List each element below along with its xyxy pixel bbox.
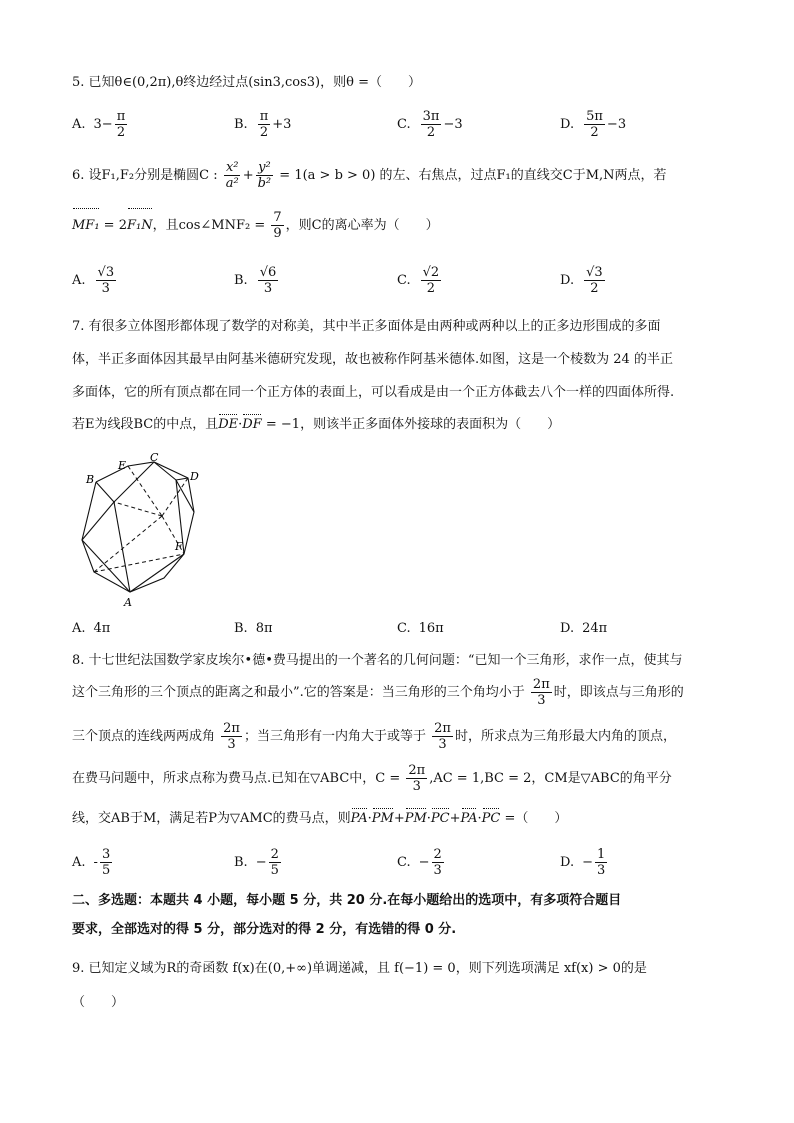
option-label: C.	[397, 272, 411, 288]
q6-option-a[interactable]	[72, 260, 118, 300]
option-value: 16π	[418, 620, 444, 636]
q8-line4-pre: 在费马问题中，所求点称为费马点.已知在▽ABC中，C =	[72, 771, 401, 786]
q8-line5-post: =（ ）	[500, 811, 568, 826]
denominator: 3	[537, 693, 546, 708]
q6-cos: ，且cos∠MNF₂ =	[152, 218, 266, 233]
denominator: 3	[597, 862, 606, 878]
numerator: √3	[586, 264, 603, 280]
q7-line4-pre: 若E为线段BC的中点，且	[72, 417, 219, 432]
numerator: 2π	[532, 677, 550, 692]
denominator: 2	[259, 124, 269, 140]
q5-options	[72, 104, 712, 144]
dot-operator: ·	[477, 811, 482, 826]
q5-option-d[interactable]	[560, 104, 626, 144]
denominator: 5	[101, 862, 111, 878]
q7-options	[72, 608, 712, 648]
option-label: B.	[234, 272, 248, 288]
q7-line2: 体，半正多面体因其最早由阿基米德研究发现，故也被称作阿基米德体.如图，这是一个棱数为 24 的半正	[72, 352, 673, 367]
denominator: 3	[101, 280, 110, 296]
option-label: D.	[560, 854, 575, 870]
q6-post: ，则C的离心率为（ ）	[285, 218, 439, 233]
vector-de: DE	[218, 417, 239, 432]
numerator: √2	[422, 264, 440, 280]
q8-option-c[interactable]	[397, 842, 446, 882]
option-label: C.	[397, 620, 411, 636]
option-value: 24π	[582, 620, 608, 636]
q8-line4	[72, 762, 672, 796]
denominator: 2	[426, 124, 436, 140]
numerator: 7	[273, 210, 282, 225]
fraction	[584, 265, 605, 296]
q6-stem-pre: 6. 设F₁,F₂分别是椭圆C :	[72, 168, 218, 183]
numerator: y²	[258, 160, 271, 175]
option-suffix: −3	[606, 116, 627, 132]
fraction	[115, 109, 128, 140]
q8-line1: 8. 十七世纪法国数学家皮埃尔•德•费马提出的一个著名的几何问题：“已知一个三角形，求作一点，使其与	[72, 653, 683, 668]
denominator: 3	[438, 737, 447, 752]
q7-option-b[interactable]	[234, 608, 273, 648]
fraction	[96, 265, 117, 296]
minus-sign: −	[255, 854, 267, 870]
q7-line3: 多面体，它的所有顶点都在同一个正方体的表面上，可以看成是由一个正方体截去八个一样的四面体所得.	[72, 385, 675, 400]
numerator: π	[116, 108, 126, 124]
vertex-label-b: B	[86, 473, 95, 486]
q6-stem-post: = 1(a > b > 0) 的左、右焦点，过点F₁的直线交C于M,N两点，若	[279, 168, 667, 183]
minus-sign: −	[418, 854, 430, 870]
vector-f1n: F₁N	[127, 210, 153, 242]
option-label: D.	[560, 116, 575, 132]
q8-line3-mid: ；当三角形有一内角大于或等于	[243, 729, 426, 744]
denominator: 3	[227, 737, 236, 752]
numerator: 3	[101, 846, 111, 862]
q9-line1: 9. 已知定义域为R的奇函数 f(x)在(0,+∞)单调递减，且 f(−1) = 0，则下列选项满足 xf(x) > 0的是	[72, 961, 647, 976]
vertex-label-a: A	[124, 596, 132, 609]
numerator: 2π	[434, 721, 451, 736]
vector-pa: PA	[460, 811, 478, 826]
polyhedron-figure	[74, 452, 214, 610]
q8-line5-pre: 线，交AB于M，满足若P为▽AMC的费马点，则	[72, 811, 351, 826]
option-label: B.	[234, 620, 248, 636]
fraction	[100, 847, 112, 878]
fraction	[258, 265, 279, 296]
fraction	[432, 847, 444, 878]
q6-option-d[interactable]	[560, 260, 607, 300]
polyhedron-hidden-edges	[94, 466, 188, 572]
numerator: √6	[259, 264, 277, 280]
denominator: 3	[433, 862, 442, 878]
section2-heading-line2: 要求，全部选对的得 5 分，部分选对的得 2 分，有选错的得 0 分.	[72, 922, 457, 937]
numerator: 3π	[422, 108, 440, 124]
q8-line3-post: 时，所求点为三角形最大内角的顶点，	[454, 729, 676, 744]
option-label: A.	[72, 620, 86, 636]
denominator: 2	[590, 124, 599, 140]
fraction	[271, 210, 283, 241]
q7-option-c[interactable]	[397, 608, 444, 648]
option-label: C.	[397, 116, 411, 132]
denominator: a²	[225, 176, 239, 191]
option-label: A.	[72, 854, 86, 870]
q5-stem: 5. 已知θ∈(0,2π),θ终边经过点(sin3,cos3)，则θ =（ ）	[72, 75, 421, 90]
vector-pc: PC	[481, 811, 501, 826]
plus-sign: +	[242, 168, 254, 183]
denominator: 2	[590, 280, 599, 296]
q6-stem-line2	[72, 210, 439, 242]
numerator: 2π	[408, 763, 426, 778]
option-suffix: +3	[272, 116, 292, 132]
plus-sign: +	[449, 811, 461, 826]
q7-line4	[72, 416, 560, 434]
q8-line3-pre: 三个顶点的连线两两成角	[72, 729, 216, 744]
numerator: x²	[225, 160, 239, 175]
polyhedron-solid-edges	[82, 462, 194, 592]
q5-option-b[interactable]	[234, 104, 291, 144]
dot-operator: ·	[367, 811, 372, 826]
denominator: 2	[426, 280, 436, 296]
vector-df: DF	[242, 417, 262, 432]
numerator: 5π	[586, 108, 603, 124]
option-prefix: 3−	[93, 116, 113, 132]
fraction	[531, 677, 552, 708]
minus-sign: −	[582, 854, 593, 870]
vector-pm: PM	[404, 811, 427, 826]
vector-mf1: MF₁	[72, 210, 100, 242]
dot-operator: ·	[426, 811, 431, 826]
fraction	[224, 160, 241, 191]
denominator: b²	[257, 176, 272, 191]
numerator: √3	[97, 264, 115, 280]
q8-line5	[72, 810, 567, 828]
vertex-label-d: D	[190, 470, 199, 483]
q8-line2-pre: 这个三角形的三个顶点的距离之和最小”.它的答案是：当三角形的三个角均小于	[72, 685, 525, 700]
fraction	[256, 160, 274, 191]
fraction	[221, 721, 242, 752]
vector-pa: PA	[350, 811, 368, 826]
option-label: D.	[560, 620, 575, 636]
option-value: 4π	[93, 620, 111, 636]
vector-pm: PM	[371, 811, 394, 826]
q7-option-d[interactable]	[560, 608, 607, 648]
plus-sign: +	[393, 811, 405, 826]
q7-option-a[interactable]	[72, 608, 110, 648]
q5-option-c[interactable]	[397, 104, 463, 144]
q8-line2-post: 时，即该点与三角形的	[553, 685, 684, 700]
q6-mid: = 2	[99, 218, 127, 233]
q6-stem-line1	[72, 160, 667, 192]
numerator: 2	[270, 846, 279, 862]
option-label: B.	[234, 854, 248, 870]
fraction	[584, 109, 605, 140]
option-label: A.	[72, 272, 86, 288]
q8-option-a[interactable]	[72, 842, 114, 882]
vertex-label-f: F	[175, 540, 183, 553]
vertex-label-e: E	[118, 459, 127, 472]
q8-line2	[72, 676, 684, 710]
fraction	[595, 847, 607, 878]
denominator: 3	[412, 779, 421, 794]
numerator: 2	[433, 846, 442, 862]
denominator: 5	[270, 862, 279, 878]
q8-options	[72, 842, 712, 882]
q6-option-c[interactable]	[397, 260, 443, 300]
option-value: 8π	[255, 620, 273, 636]
denominator: 3	[263, 280, 273, 296]
fraction	[421, 109, 442, 140]
numerator: 1	[597, 846, 606, 862]
option-suffix: −3	[443, 116, 463, 132]
vertex-label-c: C	[150, 452, 159, 464]
option-label: A.	[72, 116, 86, 132]
q6-option-b[interactable]	[234, 260, 280, 300]
numerator: 2π	[223, 721, 240, 736]
q8-line4-post: ,AC = 1,BC = 2，CM是▽ABC的角平分	[429, 771, 672, 786]
fraction	[432, 721, 453, 752]
q7-line1: 7. 有很多立体图形都体现了数学的对称美，其中半正多面体是由两种或两种以上的正多边形围成的多面	[72, 319, 661, 334]
option-label: D.	[560, 272, 575, 288]
q7-line4-post: = −1，则该半正多面体外接球的表面积为（ ）	[261, 417, 561, 432]
q9-line2: （ ）	[72, 995, 125, 1010]
denominator: 2	[116, 124, 126, 140]
denominator: 9	[273, 226, 282, 241]
dot-operator: ·	[238, 417, 243, 432]
q8-option-b[interactable]	[234, 842, 283, 882]
option-label: B.	[234, 116, 248, 132]
vector-pc: PC	[430, 811, 450, 826]
fraction	[269, 847, 281, 878]
section2-heading-line1: 二、多选题：本题共 4 小题，每小题 5 分，共 20 分.在每小题给出的选项中，有多项符合题目	[72, 893, 622, 908]
q8-line3	[72, 720, 676, 754]
option-label: C.	[397, 854, 411, 870]
fraction	[406, 763, 427, 794]
minus-sign: -	[93, 854, 98, 870]
q5-option-a[interactable]	[72, 104, 129, 144]
q6-options	[72, 260, 712, 300]
fraction	[421, 265, 442, 296]
numerator: π	[259, 108, 269, 124]
q8-option-d[interactable]	[560, 842, 609, 882]
fraction	[258, 109, 271, 140]
